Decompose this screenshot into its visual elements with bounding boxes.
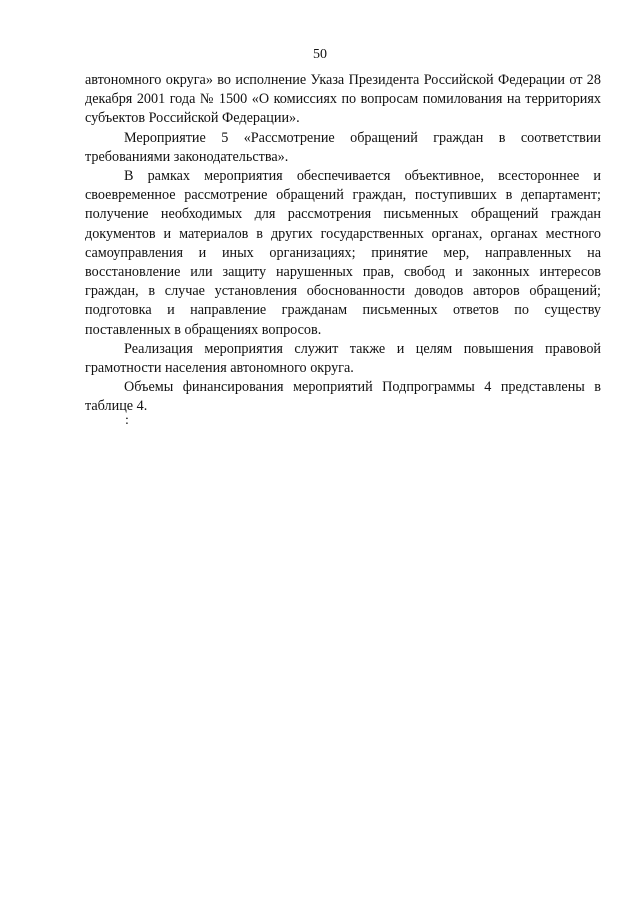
page-number: 50	[313, 47, 327, 62]
paragraph-continuation: автономного округа» во исполнение Указа Президента Российской Федерации от 28 декабря 2001 года № 1500 «О комиссиях по вопросам помилования на территориях субъектов Российской Федерации».	[85, 72, 601, 127]
stray-mark: :	[125, 413, 129, 428]
paragraph-financing-reference: Объемы финансирования мероприятий Подпрограммы 4 представлены в таблице 4.	[85, 379, 601, 415]
paragraph-legal-literacy: Реализация мероприятия служит также и целям повышения правовой грамотности населения автономного округа.	[85, 340, 601, 377]
paragraph-measure-5-description: В рамках мероприятия обеспечивается объективное, всестороннее и своевременное рассмотрение обращений граждан, поступивших в департамент; получение необходимых для рассмотрения письменных обращений граждан документов и материалов в других государственных органах, органах местного самоуправления и иных организациях; принятие мер, направленных на восстановление или защиту нарушенных прав, свобод и законных интересов граждан, в случае установления обоснованности доводов авторов обращений; подготовка и направление гражданам письменных ответов по существу поставленных в обращениях вопросов.	[85, 168, 601, 338]
paragraph-measure-5-title: Мероприятие 5 «Рассмотрение обращений граждан в соответствии требованиями законодательства».	[85, 129, 601, 165]
document-body	[85, 71, 601, 417]
